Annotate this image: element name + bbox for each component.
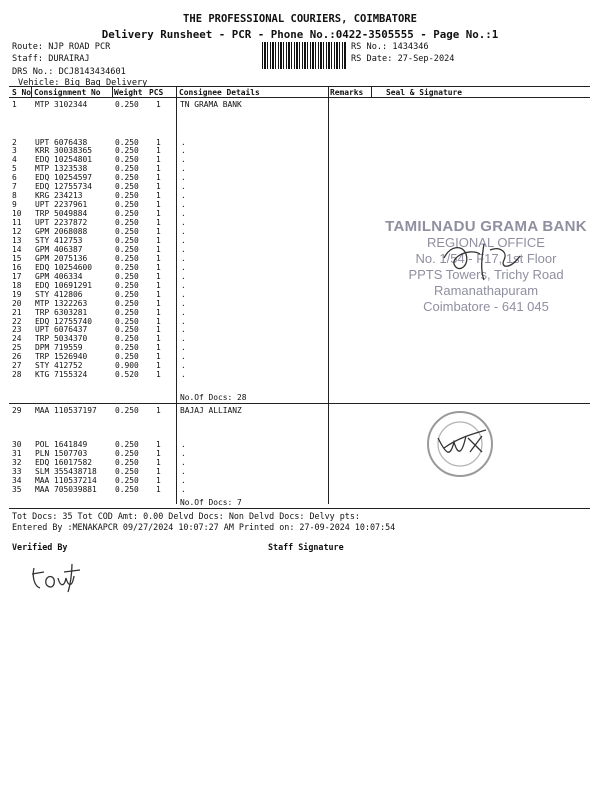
row-serial-no: 12 — [12, 227, 22, 236]
row-pcs: 1 — [156, 100, 161, 109]
row-consignment-no: GPM 406387 — [35, 244, 83, 254]
row-serial-no: 25 — [12, 343, 22, 353]
col-header-remarks: Remarks — [330, 88, 364, 97]
row-weight: 0.250 — [115, 244, 139, 254]
row-consignee-mark: . — [181, 343, 186, 353]
route-info: Route: NJP ROAD PCR — [12, 42, 111, 52]
row-consignee-mark: . — [181, 280, 186, 290]
row-serial-no: 31 — [12, 448, 22, 458]
row-serial-no: 35 — [12, 484, 22, 494]
staff-info: Staff: DURAIRAJ — [12, 54, 90, 64]
row-consignment-no: MTP 3102344 — [35, 100, 88, 109]
row-pcs: 1 — [156, 298, 161, 308]
company-title: THE PROFESSIONAL COURIERS, COIMBATORE — [183, 13, 417, 25]
row-serial-no: 33 — [12, 466, 22, 476]
rs-number: RS No.: 1434346 — [351, 42, 429, 52]
row-weight: 0.250 — [115, 334, 139, 344]
row-consignment-no: DPM 719559 — [35, 343, 83, 353]
row-pcs: 1 — [156, 361, 161, 371]
row-consignee-mark: . — [181, 448, 186, 458]
row-weight: 0.250 — [115, 316, 139, 326]
signature-mark — [440, 236, 530, 284]
barcode — [262, 42, 346, 69]
row-consignment-no: EDQ 12755734 — [35, 182, 93, 192]
row-serial-no: 24 — [12, 334, 22, 344]
col-divider — [31, 86, 32, 97]
row-serial-no: 28 — [12, 370, 22, 380]
row-consignment-no: EDQ 10254600 — [35, 262, 93, 272]
row-serial-no: 27 — [12, 361, 22, 371]
row-serial-no: 34 — [12, 475, 22, 485]
row-consignment-no: MAA 110537214 — [35, 475, 97, 485]
row-consignee-mark: . — [181, 298, 186, 308]
row-consignee-mark: . — [181, 325, 186, 335]
row-pcs: 1 — [156, 244, 161, 254]
row-weight: 0.520 — [115, 370, 139, 380]
row-consignment-no: UPT 2237872 — [35, 218, 88, 228]
row-serial-no: 29 — [12, 406, 22, 415]
row-consignment-no: KTG 7155324 — [35, 370, 88, 380]
row-consignee-mark: . — [181, 370, 186, 380]
row-pcs: 1 — [156, 406, 161, 415]
row-serial-no: 11 — [12, 218, 22, 228]
row-serial-no: 9 — [12, 200, 17, 210]
row-consignment-no: KRG 234213 — [35, 191, 83, 201]
col-header-weight: Weight — [114, 88, 143, 97]
row-consignment-no: PLN 1507703 — [35, 448, 88, 458]
row-weight: 0.250 — [115, 218, 139, 228]
docs-count: No.Of Docs: 7 — [180, 498, 242, 507]
row-serial-no: 18 — [12, 280, 22, 290]
row-consignee-mark: . — [181, 155, 186, 165]
row-consignee-mark: . — [181, 235, 186, 245]
row-consignment-no: UPT 6076438 — [35, 137, 88, 147]
row-consignment-no: UPT 2237961 — [35, 200, 88, 210]
row-pcs: 1 — [156, 137, 161, 147]
row-consignee-mark: . — [181, 475, 186, 485]
row-serial-no: 20 — [12, 298, 22, 308]
row-serial-no: 4 — [12, 155, 17, 165]
row-consignment-no: EDQ 16017582 — [35, 457, 93, 467]
row-serial-no: 7 — [12, 182, 17, 192]
row-consignee-mark: . — [181, 457, 186, 467]
row-weight: 0.250 — [115, 155, 139, 165]
row-pcs: 1 — [156, 155, 161, 165]
row-consignee-mark: . — [181, 173, 186, 183]
row-consignment-no: GPM 2075136 — [35, 253, 88, 263]
row-pcs: 1 — [156, 182, 161, 192]
row-pcs: 1 — [156, 218, 161, 228]
row-serial-no: 5 — [12, 164, 17, 174]
col-header-pcs: PCS — [149, 88, 164, 97]
row-consignment-no: KRR 30038365 — [35, 146, 93, 156]
row-consignment-no: MAA 110537197 — [35, 406, 97, 415]
row-consignee-mark: . — [181, 334, 186, 344]
row-weight: 0.250 — [115, 298, 139, 308]
row-pcs: 1 — [156, 475, 161, 485]
row-serial-no: 8 — [12, 191, 17, 201]
row-consignee-mark: . — [181, 218, 186, 228]
row-consignment-no: UPT 6076437 — [35, 325, 88, 335]
row-consignment-no: GPM 2068088 — [35, 227, 88, 236]
col-header-consignment: Consignment No — [34, 88, 101, 97]
docs-count: No.Of Docs: 28 — [180, 393, 247, 402]
row-pcs: 1 — [156, 200, 161, 210]
row-consignment-no: EDQ 10691291 — [35, 280, 93, 290]
col-header-consignee: Consignee Details — [179, 88, 260, 97]
row-consignee-mark: . — [181, 164, 186, 174]
col-header-seal-signature: Seal & Signature — [386, 88, 463, 97]
row-pcs: 1 — [156, 307, 161, 317]
row-weight: 0.250 — [115, 325, 139, 335]
col-header-sno: S No — [12, 88, 32, 97]
row-serial-no: 2 — [12, 137, 17, 147]
row-consignee-mark: . — [181, 227, 186, 236]
table-header-rule — [9, 97, 590, 98]
stamp-line: REGIONAL OFFICE — [427, 235, 545, 250]
row-consignment-no: TRP 1526940 — [35, 352, 88, 362]
row-consignment-no: GPM 406334 — [35, 271, 83, 281]
row-pcs: 1 — [156, 191, 161, 201]
row-serial-no: 19 — [12, 289, 22, 299]
row-weight: 0.250 — [115, 406, 139, 415]
row-consignment-no: TRP 5034370 — [35, 334, 88, 344]
row-pcs: 1 — [156, 334, 161, 344]
row-serial-no: 1 — [12, 100, 17, 109]
row-weight: 0.250 — [115, 100, 139, 109]
row-consignment-no: MTP 1323538 — [35, 164, 88, 174]
row-serial-no: 6 — [12, 173, 17, 183]
row-weight: 0.250 — [115, 475, 139, 485]
row-weight: 0.250 — [115, 271, 139, 281]
col-divider — [176, 86, 177, 504]
row-serial-no: 14 — [12, 244, 22, 254]
row-consignee-mark: . — [181, 440, 186, 449]
row-weight: 0.250 — [115, 146, 139, 156]
row-consignment-no: POL 1641849 — [35, 440, 88, 449]
row-pcs: 1 — [156, 280, 161, 290]
row-consignee-mark: . — [181, 137, 186, 147]
row-pcs: 1 — [156, 484, 161, 494]
rs-date: RS Date: 27-Sep-2024 — [351, 54, 455, 64]
table-bottom-rule — [9, 508, 590, 509]
row-serial-no: 3 — [12, 146, 17, 156]
row-consignee-mark: . — [181, 209, 186, 219]
row-weight: 0.250 — [115, 262, 139, 272]
row-pcs: 1 — [156, 440, 161, 449]
row-consignee-mark: . — [181, 244, 186, 254]
row-serial-no: 10 — [12, 209, 22, 219]
row-consignment-no: TRP 5049884 — [35, 209, 88, 219]
row-pcs: 1 — [156, 209, 161, 219]
row-pcs: 1 — [156, 352, 161, 362]
consignee-name: TN GRAMA BANK — [180, 100, 242, 109]
row-weight: 0.250 — [115, 448, 139, 458]
row-consignment-no: EDQ 12755740 — [35, 316, 93, 326]
row-serial-no: 15 — [12, 253, 22, 263]
col-divider — [371, 86, 372, 97]
row-consignment-no: STY 412753 — [35, 235, 83, 245]
row-pcs: 1 — [156, 164, 161, 174]
row-weight: 0.250 — [115, 182, 139, 192]
row-weight: 0.900 — [115, 361, 139, 371]
totals-line: Tot Docs: 35 Tot COD Amt: 0.00 Delvd Docs: Non Delvd Docs: Delvy pts: — [12, 511, 360, 521]
row-pcs: 1 — [156, 253, 161, 263]
entered-by-line: Entered By :MENAKAPCR 09/27/2024 10:07:27 AM Printed on: 27-09-2024 10:07:54 — [12, 522, 396, 532]
col-divider — [328, 86, 329, 504]
row-weight: 0.250 — [115, 173, 139, 183]
row-pcs: 1 — [156, 235, 161, 245]
row-pcs: 1 — [156, 316, 161, 326]
row-weight: 0.250 — [115, 343, 139, 353]
row-consignee-mark: . — [181, 191, 186, 201]
group-divider — [9, 403, 590, 404]
row-consignee-mark: . — [181, 316, 186, 326]
row-pcs: 1 — [156, 262, 161, 272]
row-pcs: 1 — [156, 466, 161, 476]
row-weight: 0.250 — [115, 200, 139, 210]
row-pcs: 1 — [156, 370, 161, 380]
row-serial-no: 22 — [12, 316, 22, 326]
row-weight: 0.250 — [115, 440, 139, 449]
row-consignment-no: SLM 355438718 — [35, 466, 97, 476]
row-consignment-no: STY 412806 — [35, 289, 83, 299]
row-consignee-mark: . — [181, 484, 186, 494]
row-weight: 0.250 — [115, 227, 139, 236]
row-weight: 0.250 — [115, 307, 139, 317]
row-consignee-mark: . — [181, 466, 186, 476]
row-consignee-mark: . — [181, 289, 186, 299]
row-consignment-no: MTP 1322263 — [35, 298, 88, 308]
stamp-line: No. 1/54 - F17, 1st Floor — [415, 251, 557, 266]
row-consignment-no: STY 412752 — [35, 361, 83, 371]
stamp-line: Coimbatore - 641 045 — [423, 299, 549, 314]
row-consignee-mark: . — [181, 146, 186, 156]
row-weight: 0.250 — [115, 280, 139, 290]
row-consignment-no: EDQ 10254801 — [35, 155, 93, 165]
row-pcs: 1 — [156, 227, 161, 236]
row-serial-no: 17 — [12, 271, 22, 281]
row-weight: 0.250 — [115, 164, 139, 174]
verified-by-label: Verified By — [12, 542, 68, 552]
row-serial-no: 26 — [12, 352, 22, 362]
row-consignment-no: EDQ 10254597 — [35, 173, 93, 183]
row-weight: 0.250 — [115, 466, 139, 476]
verifier-signature — [28, 560, 88, 594]
row-weight: 0.250 — [115, 191, 139, 201]
row-weight: 0.250 — [115, 235, 139, 245]
stamp-line: PPTS Towers, Trichy Road — [408, 267, 564, 282]
row-pcs: 1 — [156, 173, 161, 183]
row-weight: 0.250 — [115, 137, 139, 147]
row-pcs: 1 — [156, 146, 161, 156]
row-serial-no: 32 — [12, 457, 22, 467]
row-consignee-mark: . — [181, 182, 186, 192]
row-weight: 0.250 — [115, 352, 139, 362]
row-serial-no: 30 — [12, 440, 22, 449]
row-weight: 0.250 — [115, 457, 139, 467]
row-pcs: 1 — [156, 457, 161, 467]
consignee-name: BAJAJ ALLIANZ — [180, 406, 242, 415]
row-pcs: 1 — [156, 325, 161, 335]
row-weight: 0.250 — [115, 253, 139, 263]
row-consignee-mark: . — [181, 200, 186, 210]
row-weight: 0.250 — [115, 289, 139, 299]
row-pcs: 1 — [156, 448, 161, 458]
runsheet-title: Delivery Runsheet - PCR - Phone No.:0422-3505555 - Page No.:1 — [101, 28, 499, 41]
row-consignment-no: MAA 705039881 — [35, 484, 97, 494]
stamp-line: Ramanathapuram — [433, 283, 539, 298]
row-weight: 0.250 — [115, 484, 139, 494]
row-serial-no: 21 — [12, 307, 22, 317]
row-serial-no: 16 — [12, 262, 22, 272]
stamp-title: TAMILNADU GRAMA BANK — [385, 218, 587, 235]
row-consignment-no: TRP 6303281 — [35, 307, 88, 317]
col-divider — [112, 86, 113, 97]
row-consignee-mark: . — [181, 307, 186, 317]
row-consignee-mark: . — [181, 361, 186, 371]
row-pcs: 1 — [156, 343, 161, 353]
row-consignee-mark: . — [181, 271, 186, 281]
table-top-rule — [9, 86, 590, 87]
row-pcs: 1 — [156, 271, 161, 281]
vehicle-info: Vehicle: Big Bag Delivery — [18, 78, 148, 88]
row-consignee-mark: . — [181, 262, 186, 272]
row-consignee-mark: . — [181, 253, 186, 263]
row-weight: 0.250 — [115, 209, 139, 219]
staff-signature-label: Staff Signature — [268, 542, 344, 552]
drs-number: DRS No.: DCJ8143434601 — [12, 67, 126, 77]
row-pcs: 1 — [156, 289, 161, 299]
row-serial-no: 13 — [12, 235, 22, 245]
row-serial-no: 23 — [12, 325, 22, 335]
row-consignee-mark: . — [181, 352, 186, 362]
round-seal — [424, 408, 496, 480]
